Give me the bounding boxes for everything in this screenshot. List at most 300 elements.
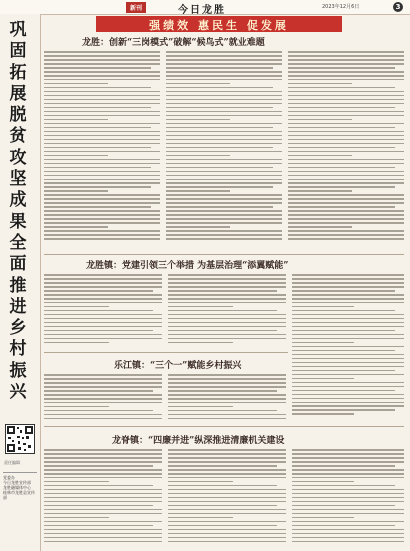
body-text-line <box>288 55 404 57</box>
body-text-line <box>288 155 352 157</box>
body-text-line <box>44 210 160 212</box>
body-text-line <box>166 135 282 137</box>
body-text-line <box>166 79 282 81</box>
body-text-line <box>44 418 162 420</box>
section-tag: 新刊 <box>126 2 146 13</box>
top-banner <box>96 16 342 32</box>
body-text-line <box>166 206 273 208</box>
body-text-line <box>288 87 395 89</box>
article-3-column-2 <box>168 374 286 422</box>
body-text-line <box>44 449 162 451</box>
body-text-line <box>166 143 282 145</box>
page-number: 3 <box>393 2 403 12</box>
body-text-line <box>44 147 151 149</box>
body-text-line <box>44 310 153 312</box>
body-text-line <box>168 318 286 320</box>
body-text-line <box>168 465 277 467</box>
headline-1: 龙胜：创新“三岗模式”破解“候鸟式”就业难题 <box>82 38 265 48</box>
body-text-line <box>288 71 404 73</box>
body-text-line <box>44 465 153 467</box>
body-text-line <box>288 167 395 169</box>
body-text-line <box>44 330 153 332</box>
body-text-line <box>292 533 404 535</box>
body-text-line <box>44 378 162 380</box>
body-text-line <box>288 111 404 113</box>
body-text-line <box>168 386 286 388</box>
body-text-line <box>44 509 162 511</box>
body-text-line <box>44 278 162 280</box>
body-text-line <box>166 210 282 212</box>
body-text-line <box>166 147 273 149</box>
body-text-line <box>292 314 404 316</box>
body-text-line <box>168 322 286 324</box>
body-text-line <box>44 198 160 200</box>
body-text-line <box>288 222 404 224</box>
body-text-line <box>166 71 282 73</box>
body-text-line <box>44 517 109 519</box>
body-text-line <box>292 346 404 348</box>
body-text-line <box>44 481 109 483</box>
body-text-line <box>44 99 160 101</box>
body-text-line <box>168 493 286 495</box>
body-text-line <box>44 290 153 292</box>
body-text-line <box>44 473 162 475</box>
body-text-line <box>292 366 404 368</box>
body-text-line <box>44 59 160 61</box>
body-text-line <box>288 163 404 165</box>
issue-date: 2023年12月6日 <box>322 4 360 10</box>
body-text-line <box>292 398 404 400</box>
body-text-line <box>292 497 404 499</box>
body-text-line <box>44 171 160 173</box>
body-text-line <box>44 202 160 204</box>
body-text-line <box>292 286 404 288</box>
body-text-line <box>44 103 160 105</box>
body-text-line <box>166 67 273 69</box>
body-text-line <box>44 386 162 388</box>
body-text-line <box>168 294 286 296</box>
body-text-line <box>44 123 160 125</box>
body-text-line <box>292 521 404 523</box>
body-text-line <box>44 135 160 137</box>
body-text-line <box>288 115 404 117</box>
body-text-line <box>44 525 153 527</box>
body-text-line <box>288 135 404 137</box>
body-text-line <box>288 67 395 69</box>
body-text-line <box>166 179 282 181</box>
body-text-line <box>44 302 162 304</box>
masthead <box>0 0 410 15</box>
body-text-line <box>288 91 404 93</box>
body-text-line <box>288 99 404 101</box>
body-text-line <box>44 139 160 141</box>
body-text-line <box>44 234 160 236</box>
body-text-line <box>166 167 273 169</box>
body-text-line <box>44 493 162 495</box>
body-text-line <box>168 489 286 491</box>
body-text-line <box>292 394 404 396</box>
body-text-line <box>168 402 286 404</box>
body-text-line <box>288 51 404 53</box>
body-text-line <box>292 342 354 344</box>
body-text-line <box>168 302 286 304</box>
body-text-line <box>292 537 404 539</box>
body-text-line <box>288 119 352 121</box>
body-text-line <box>292 278 404 280</box>
sidebar-info-box <box>3 472 37 500</box>
body-text-line <box>168 310 277 312</box>
body-text-line <box>288 210 404 212</box>
body-text-line <box>168 382 286 384</box>
body-text-line <box>44 521 162 523</box>
body-text-line <box>292 290 395 292</box>
body-text-line <box>168 521 286 523</box>
body-text-line <box>168 541 286 543</box>
body-text-line <box>168 485 277 487</box>
body-text-line <box>288 63 404 65</box>
article-4-column-2 <box>168 449 286 547</box>
body-text-line <box>168 314 286 316</box>
body-text-line <box>292 338 404 340</box>
body-text-line <box>168 477 286 479</box>
body-text-line <box>44 194 160 196</box>
body-text-line <box>288 214 404 216</box>
body-text-line <box>44 402 162 404</box>
body-text-line <box>288 143 404 145</box>
body-text-line <box>168 517 233 519</box>
body-text-line <box>288 218 404 220</box>
paper-name: 今日龙胜 <box>178 5 226 16</box>
body-text-line <box>44 167 151 169</box>
body-text-line <box>44 119 108 121</box>
body-text-line <box>166 139 282 141</box>
body-text-line <box>44 143 160 145</box>
body-text-line <box>166 55 282 57</box>
body-text-line <box>44 334 162 336</box>
article-2-column-1 <box>44 274 162 349</box>
body-text-line <box>292 405 404 407</box>
body-text-line <box>166 234 282 236</box>
body-text-line <box>44 410 153 412</box>
body-text-line <box>168 278 286 280</box>
body-text-line <box>166 131 282 133</box>
body-text-line <box>166 163 282 165</box>
body-text-line <box>44 71 160 73</box>
body-text-line <box>166 198 282 200</box>
body-text-line <box>166 107 273 109</box>
body-text-line <box>166 214 282 216</box>
body-text-line <box>168 525 277 527</box>
body-text-line <box>168 282 286 284</box>
body-text-line <box>168 406 233 408</box>
body-text-line <box>44 338 162 340</box>
body-text-line <box>168 481 233 483</box>
body-text-line <box>166 182 282 184</box>
body-text-line <box>44 529 162 531</box>
body-text-line <box>166 127 273 129</box>
body-text-line <box>292 302 404 304</box>
body-text-line <box>168 286 286 288</box>
body-text-line <box>44 282 162 284</box>
body-text-line <box>292 465 395 467</box>
body-text-line <box>44 55 160 57</box>
body-text-line <box>44 382 162 384</box>
body-text-line <box>44 390 153 392</box>
body-text-line <box>44 322 162 324</box>
body-text-line <box>166 155 230 157</box>
body-text-line <box>168 390 277 392</box>
body-text-line <box>288 198 404 200</box>
body-text-line <box>166 123 282 125</box>
info-line: 今日龙胜宣传部 <box>3 480 31 485</box>
article-3-column-1 <box>44 374 162 422</box>
body-text-line <box>166 151 282 153</box>
body-text-line <box>44 163 160 165</box>
body-text-line <box>288 234 404 236</box>
vertical-slogan: 巩固拓展脱贫攻坚成果全面推进乡村振兴 <box>9 20 27 403</box>
body-text-line <box>292 517 354 519</box>
body-text-line <box>292 306 354 308</box>
info-line: 党委办 <box>3 475 15 480</box>
body-text-line <box>168 394 286 396</box>
body-text-line <box>288 95 404 97</box>
body-text-line <box>44 501 162 503</box>
body-text-line <box>292 378 354 380</box>
body-text-line <box>168 537 286 539</box>
body-text-line <box>166 83 230 85</box>
body-text-line <box>288 59 404 61</box>
body-text-line <box>166 159 282 161</box>
body-text-line <box>44 286 162 288</box>
body-text-line <box>292 541 404 543</box>
body-text-line <box>288 238 404 240</box>
body-text-line <box>44 537 162 539</box>
body-text-line <box>168 529 286 531</box>
body-text-line <box>292 350 395 352</box>
body-text-line <box>44 342 109 344</box>
body-text-line <box>44 127 151 129</box>
body-text-line <box>288 123 404 125</box>
body-text-line <box>292 529 404 531</box>
body-text-line <box>168 457 286 459</box>
body-text-line <box>44 541 162 543</box>
body-text-line <box>44 95 160 97</box>
body-text-line <box>292 354 404 356</box>
body-text-line <box>288 206 395 208</box>
body-text-line <box>288 190 352 192</box>
body-text-line <box>44 83 108 85</box>
article-4-column-1 <box>44 449 162 547</box>
body-text-line <box>44 489 162 491</box>
editor-credit: 责任编辑 <box>4 460 20 465</box>
body-text-line <box>168 338 286 340</box>
body-text-line <box>44 182 160 184</box>
body-text-line <box>44 398 162 400</box>
article-1-column-2 <box>166 51 282 251</box>
body-text-line <box>288 194 404 196</box>
body-text-line <box>44 186 151 188</box>
body-text-line <box>166 59 282 61</box>
body-text-line <box>168 330 277 332</box>
body-text-line <box>292 453 404 455</box>
section-divider <box>44 426 404 427</box>
body-text-line <box>288 186 395 188</box>
body-text-line <box>168 449 286 451</box>
body-text-line <box>288 127 395 129</box>
article-4-column-3 <box>292 449 404 547</box>
body-text-line <box>292 318 404 320</box>
body-text-line <box>168 414 286 416</box>
body-text-line <box>166 95 282 97</box>
body-text-line <box>44 67 151 69</box>
body-text-line <box>288 83 352 85</box>
body-text-line <box>168 418 286 420</box>
body-text-line <box>44 461 162 463</box>
body-text-line <box>44 222 160 224</box>
body-text-line <box>44 469 162 471</box>
body-text-line <box>44 91 160 93</box>
body-text-line <box>288 230 404 232</box>
body-text-line <box>166 103 282 105</box>
headline-3: 乐江镇：“三个一”赋能乡村振兴 <box>114 361 242 371</box>
body-text-line <box>166 171 282 173</box>
body-text-line <box>168 326 286 328</box>
body-text-line <box>166 51 282 53</box>
body-text-line <box>44 51 160 53</box>
body-text-line <box>292 274 404 276</box>
body-text-line <box>292 457 404 459</box>
body-text-line <box>168 374 286 376</box>
body-text-line <box>44 159 160 161</box>
body-text-line <box>166 75 282 77</box>
body-text-line <box>288 75 404 77</box>
body-text-line <box>292 493 404 495</box>
body-text-line <box>292 402 404 404</box>
body-text-line <box>44 230 160 232</box>
body-text-line <box>292 298 404 300</box>
body-text-line <box>168 533 286 535</box>
body-text-line <box>168 513 286 515</box>
body-text-line <box>292 386 404 388</box>
body-text-line <box>168 398 286 400</box>
body-text-line <box>44 111 160 113</box>
body-text-line <box>168 290 277 292</box>
body-text-line <box>166 186 273 188</box>
body-text-line <box>168 469 286 471</box>
body-text-line <box>166 99 282 101</box>
body-text-line <box>292 477 404 479</box>
info-line: 桂林市龙胜县宣传部 <box>3 490 35 500</box>
body-text-line <box>44 453 162 455</box>
article-2-column-2 <box>168 274 286 349</box>
body-text-line <box>44 374 162 376</box>
body-text-line <box>168 410 277 412</box>
body-text-line <box>166 238 282 240</box>
body-text-line <box>168 497 286 499</box>
body-text-line <box>292 294 404 296</box>
body-text-line <box>288 175 404 177</box>
body-text-line <box>44 533 162 535</box>
body-text-line <box>44 414 162 416</box>
body-text-line <box>168 378 286 380</box>
body-text-line <box>44 115 160 117</box>
body-text-line <box>166 115 282 117</box>
banner-text: 强绩效 惠民生 促发展 <box>149 19 289 32</box>
body-text-line <box>288 171 404 173</box>
body-text-line <box>292 485 395 487</box>
body-text-line <box>168 505 277 507</box>
body-text-line <box>166 226 230 228</box>
body-text-line <box>288 147 395 149</box>
body-text-line <box>292 505 395 507</box>
body-text-line <box>288 226 352 228</box>
body-text-line <box>292 449 404 451</box>
body-text-line <box>168 298 286 300</box>
body-text-line <box>288 131 404 133</box>
body-text-line <box>168 473 286 475</box>
body-text-line <box>166 218 282 220</box>
body-text-line <box>288 79 404 81</box>
body-text-line <box>44 79 160 81</box>
body-text-line <box>292 382 404 384</box>
body-text-line <box>292 473 404 475</box>
body-text-line <box>168 342 233 344</box>
body-text-line <box>166 63 282 65</box>
body-text-line <box>44 513 162 515</box>
body-text-line <box>168 274 286 276</box>
qr-code-icon <box>5 424 35 454</box>
body-text-line <box>44 485 153 487</box>
body-text-line <box>292 525 395 527</box>
body-text-line <box>44 206 151 208</box>
body-text-line <box>44 87 151 89</box>
body-text-line <box>44 190 108 192</box>
body-text-line <box>168 501 286 503</box>
body-text-line <box>168 453 286 455</box>
body-text-line <box>292 326 404 328</box>
body-text-line <box>288 151 404 153</box>
body-text-line <box>166 87 273 89</box>
body-text-line <box>44 497 162 499</box>
body-text-line <box>44 274 162 276</box>
body-text-line <box>292 362 404 364</box>
body-text-line <box>44 298 162 300</box>
body-text-line <box>288 107 395 109</box>
body-text-line <box>166 91 282 93</box>
body-text-line <box>292 501 404 503</box>
body-text-line <box>44 131 160 133</box>
body-text-line <box>168 306 233 308</box>
body-text-line <box>292 282 404 284</box>
article-2-column-3 <box>292 274 404 424</box>
headline-2: 龙胜镇：党建引领三个举措 为基层治理“添翼赋能” <box>86 261 289 271</box>
body-text-line <box>44 294 162 296</box>
article-1-column-1 <box>44 51 160 251</box>
body-text-line <box>44 477 162 479</box>
body-text-line <box>292 390 395 392</box>
body-text-line <box>292 374 404 376</box>
body-text-line <box>292 509 404 511</box>
body-text-line <box>292 489 404 491</box>
body-text-line <box>44 238 160 240</box>
body-text-line <box>166 111 282 113</box>
body-text-line <box>166 194 282 196</box>
body-text-line <box>166 222 282 224</box>
body-text-line <box>44 151 160 153</box>
body-text-line <box>44 457 162 459</box>
body-text-line <box>292 469 404 471</box>
body-text-line <box>292 310 395 312</box>
